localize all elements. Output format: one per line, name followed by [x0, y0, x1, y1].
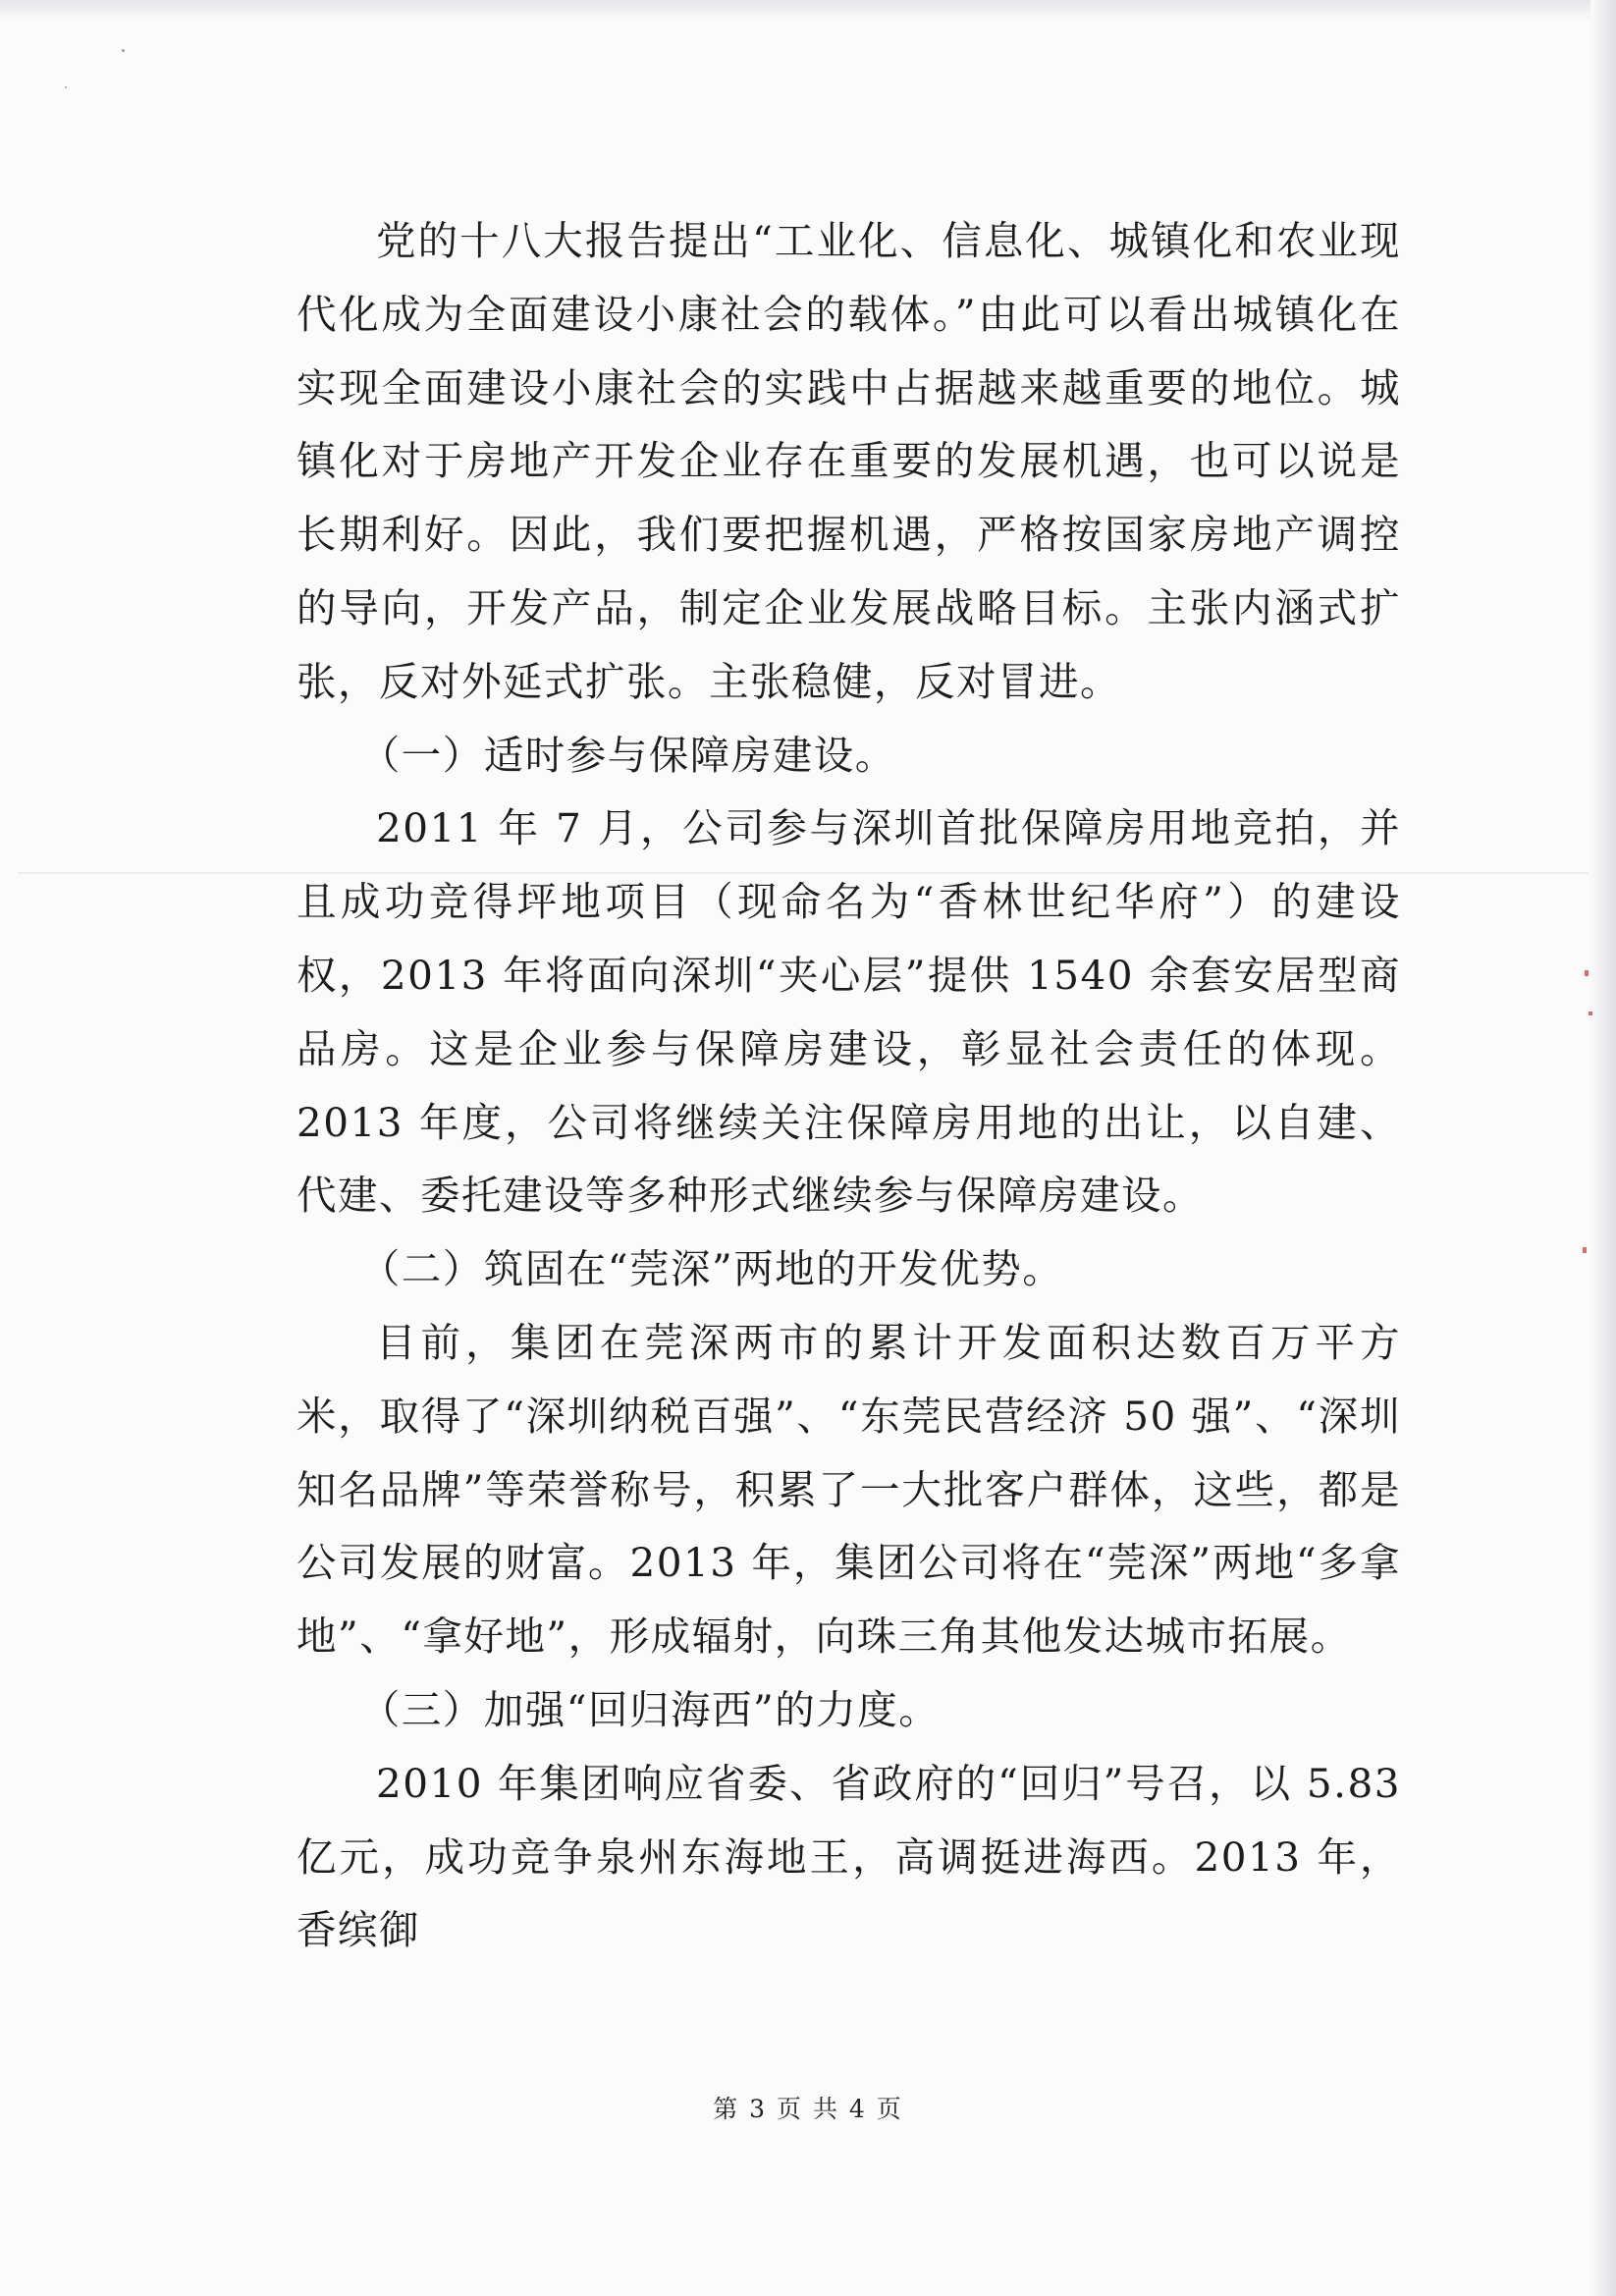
scan-edge-right [1590, 0, 1616, 2296]
scan-red-mark [1585, 970, 1589, 976]
scan-red-mark [1589, 1011, 1592, 1015]
paragraph-urbanization: 党的十八大报告提出“工业化、信息化、城镇化和农业现代化成为全面建设小康社会的载体。”由此可以看出城镇化在实现全面建设小康社会的实践中占据越来越重要的地位。城镇化对于房地产开发企业存在重要的发展机遇，也可以说是长期利好。因此，我们要把握机遇，严格按国家房地产调控的导向，开发产品，制定企业发展战略目标。主张内涵式扩张，反对外延式扩张。主张稳健，反对冒进。 [296, 217, 1401, 705]
scan-speck [65, 86, 67, 88]
scan-red-mark [1583, 1247, 1587, 1253]
section-heading-2: （二）筑固在“莞深”两地的开发优势。 [359, 1245, 1064, 1293]
scan-edge-top [0, 0, 1616, 22]
paragraph-affordable-housing: 2011 年 7 月，公司参与深圳首批保障房用地竞拍，并且成功竞得坪地项目（现命名为“香林世纪华府”）的建设权，2013 年将面向深圳“夹心层”提供 1540 余套安居型商品房。这是企业参与保障房建设，彰显社会责任的体现。2013 年度，公司将继续关注保障房用地的出让，以自建、代建、委托建设等多种形式继续参与保障房建设。 [296, 804, 1401, 1220]
paragraph-haixi: 2010 年集团响应省委、省政府的“回归”号召，以 5.83 亿元，成功竞争泉州东海地王，高调挺进海西。2013 年，香缤御 [296, 1759, 1401, 1954]
section-heading-1: （一）适时参与保障房建设。 [359, 731, 896, 779]
page-number-footer: 第 3 页 共 4 页 [713, 2095, 903, 2123]
section-heading-3: （三）加强“回归海西”的力度。 [359, 1685, 941, 1733]
scan-speck [122, 49, 125, 52]
paragraph-guanshen-advantage: 目前，集团在莞深两市的累计开发面积达数百万平方米，取得了“深圳纳税百强”、“东莞民营经济 50 强”、“深圳知名品牌”等荣誉称号，积累了一大批客户群体，这些，都是公司发展的财富。2013 年，集团公司将在“莞深”两地“多拿地”、“拿好地”，形成辐射，向珠三角其他发达城市拓展。 [296, 1318, 1401, 1661]
body-text [296, 204, 1401, 1967]
